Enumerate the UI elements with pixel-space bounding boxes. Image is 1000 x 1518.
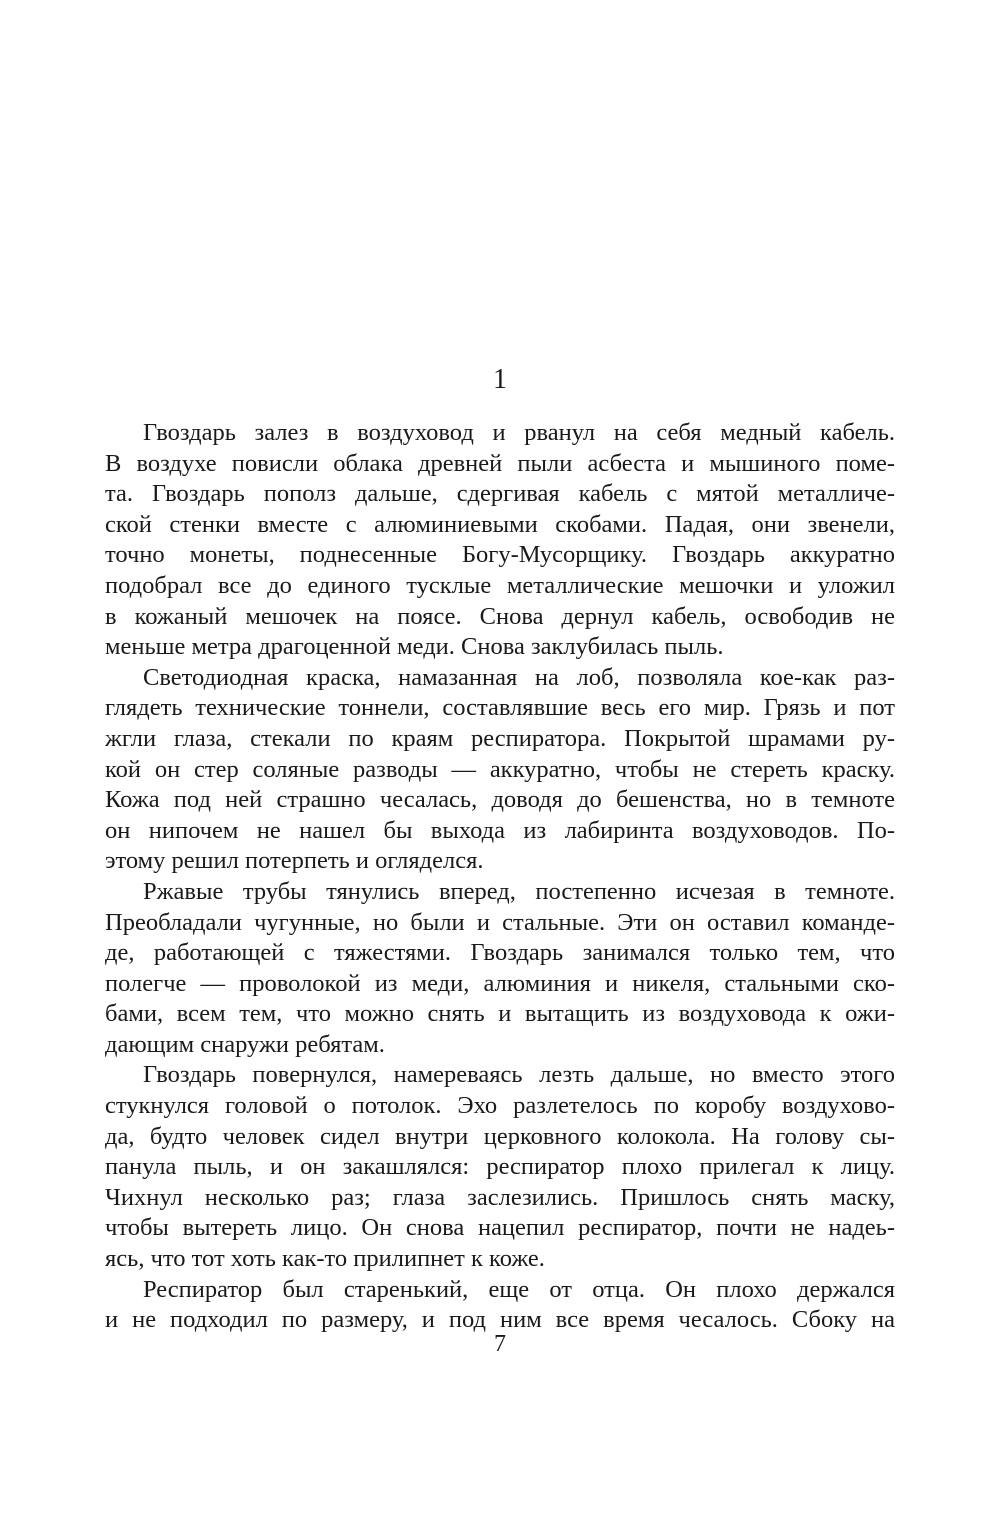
page-number: 7 (494, 1331, 506, 1357)
text-line: полегче — проволокой из меди, алюминия и никеля, стальными ско- (105, 969, 895, 997)
text-line: этому решил потерпеть и огляделся. (105, 847, 484, 875)
text-line: кой он стер соляные разводы — аккуратно, чтобы не стереть краску. (105, 755, 895, 783)
text-line: ской стенки вместе с алюминиевыми скобами. Падая, они звенели, (105, 510, 895, 538)
text-line: Респиратор был старенький, еще от отца. Он плохо держался (143, 1275, 895, 1303)
text-line: подобрал все до единого тусклые металлические мешочки и уложил (105, 571, 895, 599)
paragraph (105, 877, 895, 1061)
text-line: точно монеты, поднесенные Богу-Мусорщику. Гвоздарь аккуратно (105, 541, 895, 569)
text-line: та. Гвоздарь пополз дальше, сдергивая кабель с мятой металличе- (105, 480, 895, 508)
text-line: дающим снаружи ребятам. (105, 1030, 385, 1058)
text-line: и не подходил по размеру, и под ним все время чесалось. Сбоку на (105, 1306, 895, 1334)
text-line: меньше метра драгоценной меди. Снова заклубилась пыль. (105, 633, 724, 661)
text-line: жгли глаза, стекали по краям респиратора. Покрытой шрамами ру- (105, 724, 895, 752)
text-line: Чихнул несколько раз; глаза заслезились. Пришлось снять маску, (105, 1183, 895, 1211)
text-line: панула пыль, и он закашлялся: респиратор плохо прилегал к лицу. (105, 1153, 895, 1181)
text-line: Ржавые трубы тянулись вперед, постепенно исчезая в темноте. (143, 877, 895, 905)
text-line: глядеть технические тоннели, составлявшие весь его мир. Грязь и пот (105, 694, 895, 722)
text-line: бами, всем тем, что можно снять и вытащить из воздуховода к ожи- (105, 1000, 895, 1028)
text-line: ясь, что тот хоть как-то прилипнет к коже. (105, 1245, 545, 1273)
text-line: Преобладали чугунные, но были и стальные. Эти он оставил команде- (105, 908, 895, 936)
chapter-number: 1 (493, 364, 507, 395)
text-line: он нипочем не нашел бы выхода из лабиринта воздуховодов. По- (105, 816, 895, 844)
text-line: в кожаный мешочек на поясе. Снова дернул кабель, освободив не (105, 602, 895, 630)
text-line: да, будто человек сидел внутри церковного колокола. На голову сы- (105, 1122, 895, 1150)
text-line: Кожа под ней страшно чесалась, доводя до бешенства, но в темноте (105, 786, 895, 814)
text-line: Гвоздарь повернулся, намереваясь лезть дальше, но вместо этого (143, 1061, 895, 1089)
text-line: чтобы вытереть лицо. Он снова нацепил респиратор, почти не надеь- (105, 1214, 895, 1242)
paragraph (105, 1060, 895, 1274)
body-text (105, 418, 895, 1336)
text-line: де, работающей с тяжестями. Гвоздарь занимался только тем, что (105, 939, 895, 967)
text-line: В воздухе повисли облака древней пыли асбеста и мышиного поме- (105, 449, 895, 477)
text-line: стукнулся головой о потолок. Эхо разлетелось по коробу воздухово- (105, 1092, 895, 1120)
paragraph (105, 1275, 895, 1336)
paragraph (105, 418, 895, 663)
text-line: Светодиодная краска, намазанная на лоб, позволяла кое-как раз- (143, 663, 895, 691)
paragraph (105, 663, 895, 877)
text-line: Гвоздарь залез в воздуховод и рванул на себя медный кабель. (143, 419, 895, 446)
